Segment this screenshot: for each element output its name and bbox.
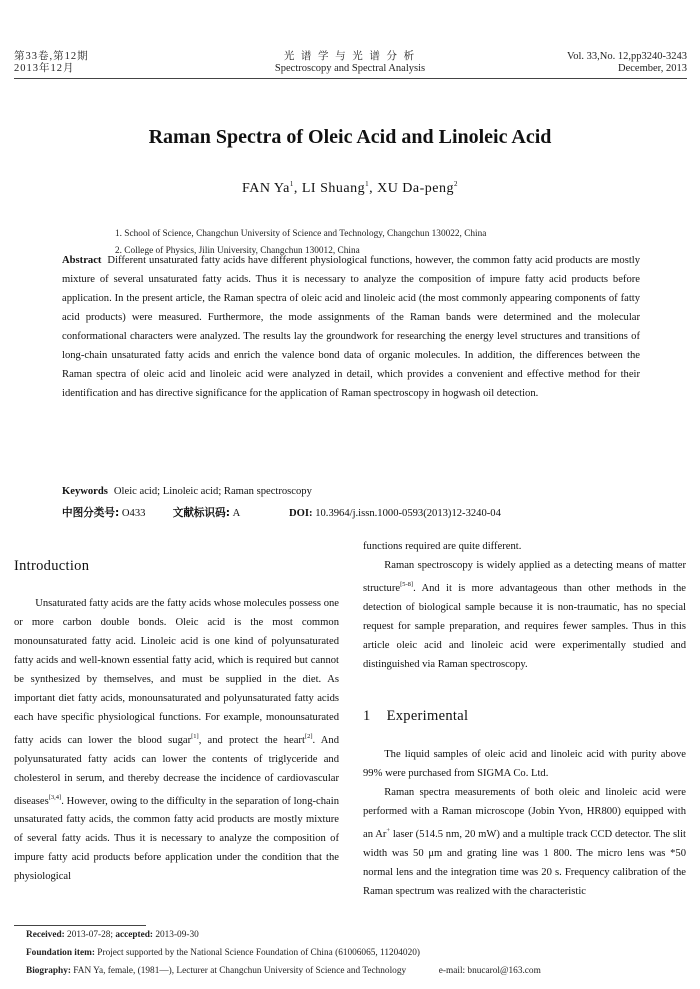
doc-code-label: 文献标识码:: [172, 507, 230, 519]
author-list: FAN Ya$^1$, LI Shuang$^1$, XU Da-peng$^2$: [241, 180, 458, 196]
journal-volume-en: [567, 51, 687, 75]
journal-name-cn: 光 谱 学 与 光 谱 分 析: [283, 51, 417, 62]
intro-text: . However, owing to the difficulty in the separation of long-chain unsaturated fatty acids, the common fatty acid products are mostly mixture of several fatty acids. Thus it is necessary to analyze the composition of impure fatty acid products before application under the condition that the physiological: [14, 795, 339, 883]
section-number: 1: [363, 708, 371, 724]
raman-paragraph: [363, 557, 686, 675]
abstract-text: Different unsaturated fatty acids have different physiological functions, however, the common fatty acid products are mostly mixture of several unsaturated fatty acids. Thus it is necessary to analyze the composition of impure fatty acid products before application. In the present article, the Raman spectra of oleic acid and linoleic acid (the most commonly appearing components of fatty acid products) were measured. Furthermore, the mode assignments of the Raman bands were determined and the molecular conformational characters were analyzed. The results lay the groundwork for researching the energy level structures and transitions of long-chain unsaturated fatty acids and enrich the valence bond data of organic molecules. In addition, the differences between the Raman spectra of oleic acid and linoleic acid were analyzed in detail, which provides a convenient and effective method for their identification and has directive significance for the application of Raman spectroscopy in hogwash oil detection.: [62, 255, 640, 399]
left-column: [14, 595, 339, 887]
superscript: +: [386, 826, 391, 834]
date-en: December, 2013: [618, 63, 687, 74]
footnote-divider: [14, 925, 146, 926]
journal-name-en: Spectroscopy and Spectral Analysis: [274, 63, 426, 74]
intro-text: , and protect the heart: [198, 734, 305, 746]
author-email[interactable]: e-mail: bnucarol@163.com: [438, 966, 541, 976]
volume-pages: Vol. 33,No. 12,pp3240-3243: [567, 51, 687, 62]
paragraph-text: . And it is more advantageous than other methods in the detection of biological sample because it is non-traumatic, has no special request for sample preparation, and requires fewer samples. Thus in this article oleic acid and linoleic acid were experimentally studied and distinguished via Raman spectroscopy.: [363, 582, 686, 670]
date-cn: 2013年12月: [14, 63, 75, 74]
author-name: LI Shuang: [301, 181, 366, 196]
header-divider: [14, 78, 687, 79]
author-name: XU Da-peng: [377, 181, 454, 196]
citation[interactable]: [3,4]: [48, 793, 62, 801]
paragraph-text: Raman spectroscopy is widely applied as a detecting means of matter structure: [363, 559, 686, 594]
intro-text: . And polyunsaturated fatty acids can lower the contents of triglyceride and cholesterol in serum, and thereby decrease the incidence of cardiovascular diseases: [14, 734, 339, 807]
section-heading-experimental: [363, 708, 468, 725]
paper-title: Raman Spectra of Oleic Acid and Linoleic Acid: [148, 126, 552, 148]
abstract: [62, 251, 640, 403]
accepted-label: accepted:: [115, 930, 154, 940]
author-affiliation-mark: 2: [454, 180, 458, 188]
affiliation: 1. School of Science, Changchun University of Science and Technology, Changchun 130022, China: [115, 229, 487, 239]
paragraph-text: laser (514.5 nm, 20 mW) and a multiple track CCD detector. The slit width was 50 μm and grating line was 1 800. The micro lens was *50 normal lens and the integration time was 20 s. Frequency calibration of the Raman spectrum was realized with the characteristic: [363, 828, 686, 897]
biography-label: Biography:: [26, 966, 71, 976]
accepted-date: 2013-09-30: [155, 930, 199, 940]
citation[interactable]: [5-8]: [400, 580, 414, 588]
affiliation: 2. College of Physics, Jilin University, Changchun 130012, China: [115, 246, 360, 256]
doi-value: 10.3964/j.issn.1000-0593(2013)12-3240-04: [315, 508, 501, 519]
section-title: Experimental: [386, 708, 469, 724]
received-date: 2013-07-28;: [67, 930, 114, 940]
author-name: FAN Ya: [241, 181, 290, 196]
paragraph-text: Raman spectra measurements of both oleic and linoleic acid were performed with a Raman microscope (Jobin Yvon, HR800) equipped with an Ar: [363, 786, 686, 840]
clc-label: 中图分类号:: [62, 507, 120, 519]
section-heading-introduction: Introduction: [14, 558, 90, 574]
abstract-label: Abstract: [62, 255, 102, 266]
foundation-line: [26, 948, 420, 958]
continued-paragraph: functions required are quite different.: [363, 541, 522, 552]
foundation-text: Project supported by the National Science Foundation of China (61006065, 11204020): [97, 948, 420, 958]
keywords-label: Keywords: [62, 486, 108, 497]
volume-issue-cn: 第33卷,第12期: [14, 51, 89, 62]
right-column: [363, 538, 686, 675]
doi-label: DOI:: [289, 508, 313, 519]
author-affiliation-mark: 1: [289, 180, 294, 188]
intro-text: Unsaturated fatty acids are the fatty acids whose molecules possess one or more carbon double bonds. Oleic acid is the most common monounsaturated fatty acid. Linoleic acid is one kind of polyunsaturated fatty acids and well-known essential fatty acid, which is required but cannot be synthesized by themselves, and must be supplied in the diet. As important diet fatty acids, monounsaturated and polyunsaturated fatty acids each have specific physiological functions. For example, monounsaturated fatty acids can lower the blood sugar: [14, 598, 339, 746]
citation[interactable]: [2]: [304, 732, 313, 740]
measurement-paragraph: [363, 784, 686, 902]
intro-paragraph: [14, 595, 339, 887]
citation[interactable]: [1]: [191, 732, 199, 740]
experimental-body: [363, 746, 686, 902]
received-label: Received:: [26, 930, 65, 940]
keywords-text: Oleic acid; Linoleic acid; Raman spectroscopy: [113, 486, 312, 497]
author-affiliation-mark: 1: [365, 180, 370, 188]
doc-code-value: A: [232, 508, 240, 519]
foundation-label: Foundation item:: [26, 948, 95, 958]
clc-value: O433: [121, 508, 146, 519]
samples-paragraph: The liquid samples of oleic acid and linoleic acid with purity above 99% were purchased from SIGMA Co. Ltd.: [363, 749, 686, 779]
keywords: [62, 486, 312, 497]
biography-text: FAN Ya, female, (1981—), Lecturer at Changchun University of Science and Technology: [73, 966, 407, 976]
biography-line: [26, 966, 666, 976]
received-line: [26, 930, 199, 940]
classification-line: [62, 505, 662, 520]
